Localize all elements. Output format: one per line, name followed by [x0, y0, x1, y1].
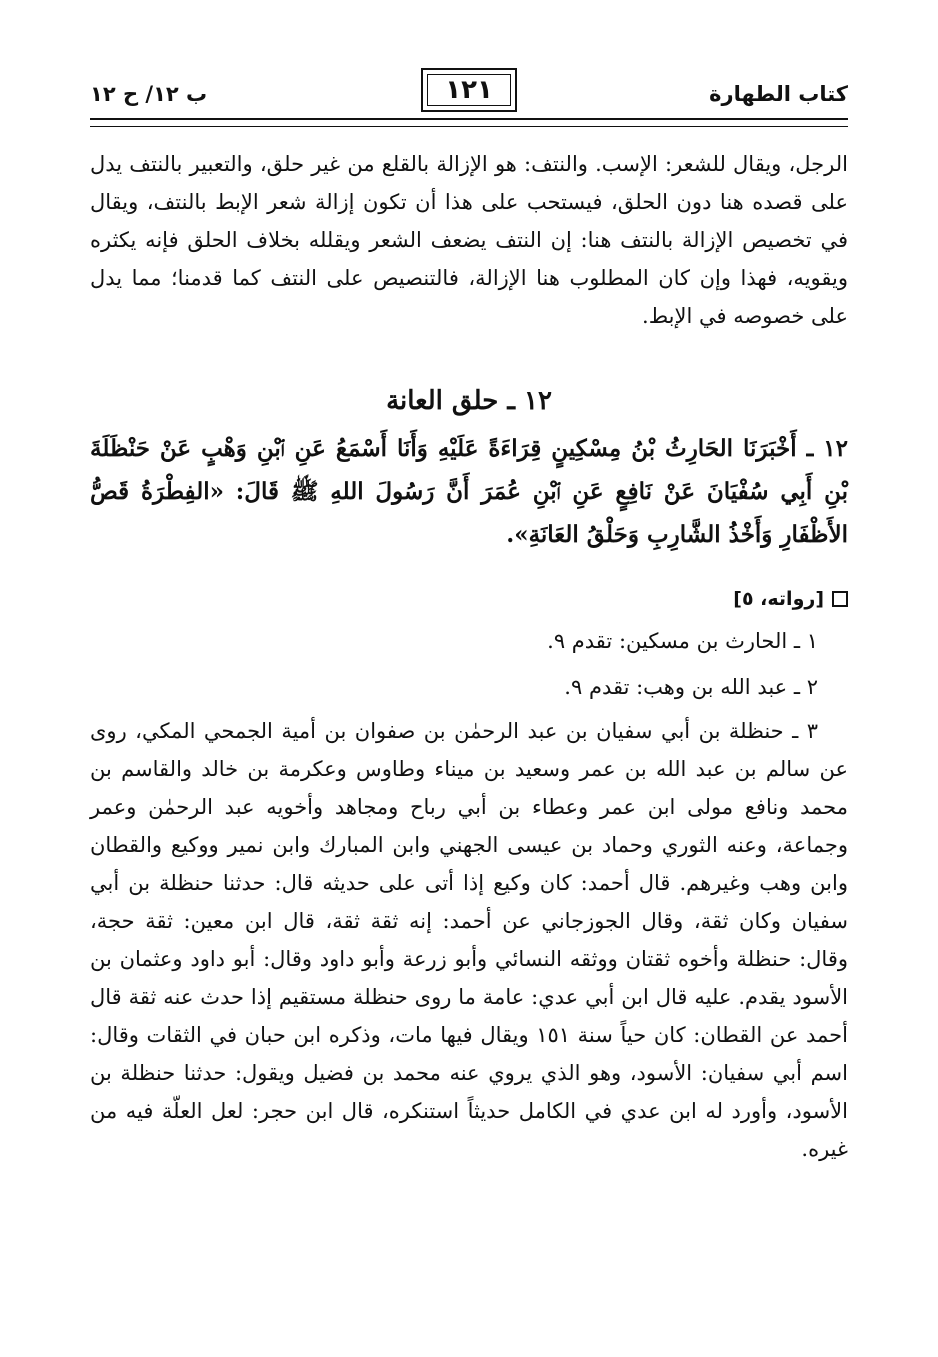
narrators-heading	[90, 584, 848, 614]
section-title: ١٢ ـ حلق العانة	[386, 386, 552, 416]
book-page	[90, 60, 848, 1168]
narrators-heading-label: [رواته، ٥]	[733, 588, 824, 610]
page-number: ١٢١	[445, 75, 493, 105]
square-bullet-icon	[832, 591, 848, 607]
page-number-frame	[421, 68, 517, 112]
narrator-item: ١ ـ الحارث بن مسكين: تقدم ٩.	[547, 629, 818, 653]
intro-paragraph: الرجل، ويقال للشعر: الإسب. والنتف: هو الإزالة بالقلع من غير حلق، والتعبير بالنتف يدل على قصده هنا دون الحلق، فيستحب على هذا أن تكون إزالة شعر الإبط بالنتف، ويقال في تخصيص الإزالة بالنتف هنا: إن النتف يضعف الشعر ويقلله بخلاف الحلق فإنه يكثره ويقويه، فهذا وإن كان المطلوب هنا الإزالة، فالتنصيص على النتف كما قدمنا؛ مما يدل على خصوصه في الإبط.	[90, 152, 848, 328]
hadith-text: ١٢ ـ أَخْبَرَنَا الحَارِثُ بْنُ مِسْكِينٍ قِرَاءَةً عَلَيْهِ وَأَنَا أَسْمَعُ عَنِ ٱبْنِ وَهْبٍ عَنْ حَنْظَلَةَ بْنِ أَبِي سُفْيَانَ عَنْ نَافِعٍ عَنِ ٱبْنِ عُمَرَ أَنَّ رَسُولَ اللهِ ﷺ قَالَ: «الفِطْرَةُ قَصُّ الأَظْفَارِ وَأَخْذُ الشَّارِبِ وَحَلْقُ العَانَةِ».	[90, 435, 848, 548]
narrator-item: ٣ ـ حنظلة بن أبي سفيان بن عبد الرحمٰن بن صفوان بن أمية الجمحي المكي، روى عن سالم بن عبد الله بن عمر وسعيد بن ميناء وطاوس وعكرمة بن خالد والقاسم بن محمد ونافع مولى ابن عمر وعطاء بن أبي رباح ومجاهد وأخويه عبد الرحمٰن وعمر وجماعة، وعنه الثوري وحماد بن عيسى الجهني وابن المبارك وابن نمير ووكيع والقطان وابن وهب وغيرهم. قال أحمد: كان وكيع إذا أتى على حديثه قال: حدثنا حنظلة بن أبي سفيان وكان ثقة، وقال الجوزجاني عن أحمد: إنه ثقة ثقة، قال ابن معين: ثقة حجة، وقال: حنظلة وأخوه ثقتان ووثقه النسائي وأبو زرعة وأبو داود وقال: أبو داود وعثمان بن الأسود يقدم. عليه قال ابن أبي عدي: عامة ما روى حنظلة مستقيم إذا حدث عنه ثقة قال أحمد عن القطان: كان حياً سنة ١٥١ ويقال فيها مات، وذكره ابن حبان في الثقات وقال: اسم أبي سفيان: الأسود، وهو الذي يروي عنه محمد بن فضيل ويقول: حدثنا حنظلة بن الأسود، وأورد له ابن عدي في الكامل حديثاً استنكره، قال ابن حجر: لعل العلّة فيه من غيره.	[90, 719, 848, 1161]
header-rule	[90, 118, 848, 127]
page-header	[90, 60, 848, 116]
narrator-item: ٢ ـ عبد الله بن وهب: تقدم ٩.	[564, 675, 818, 699]
book-title: كتاب الطهارة	[709, 82, 848, 106]
chapter-reference: ب ١٢/ ح ١٢	[90, 82, 208, 106]
